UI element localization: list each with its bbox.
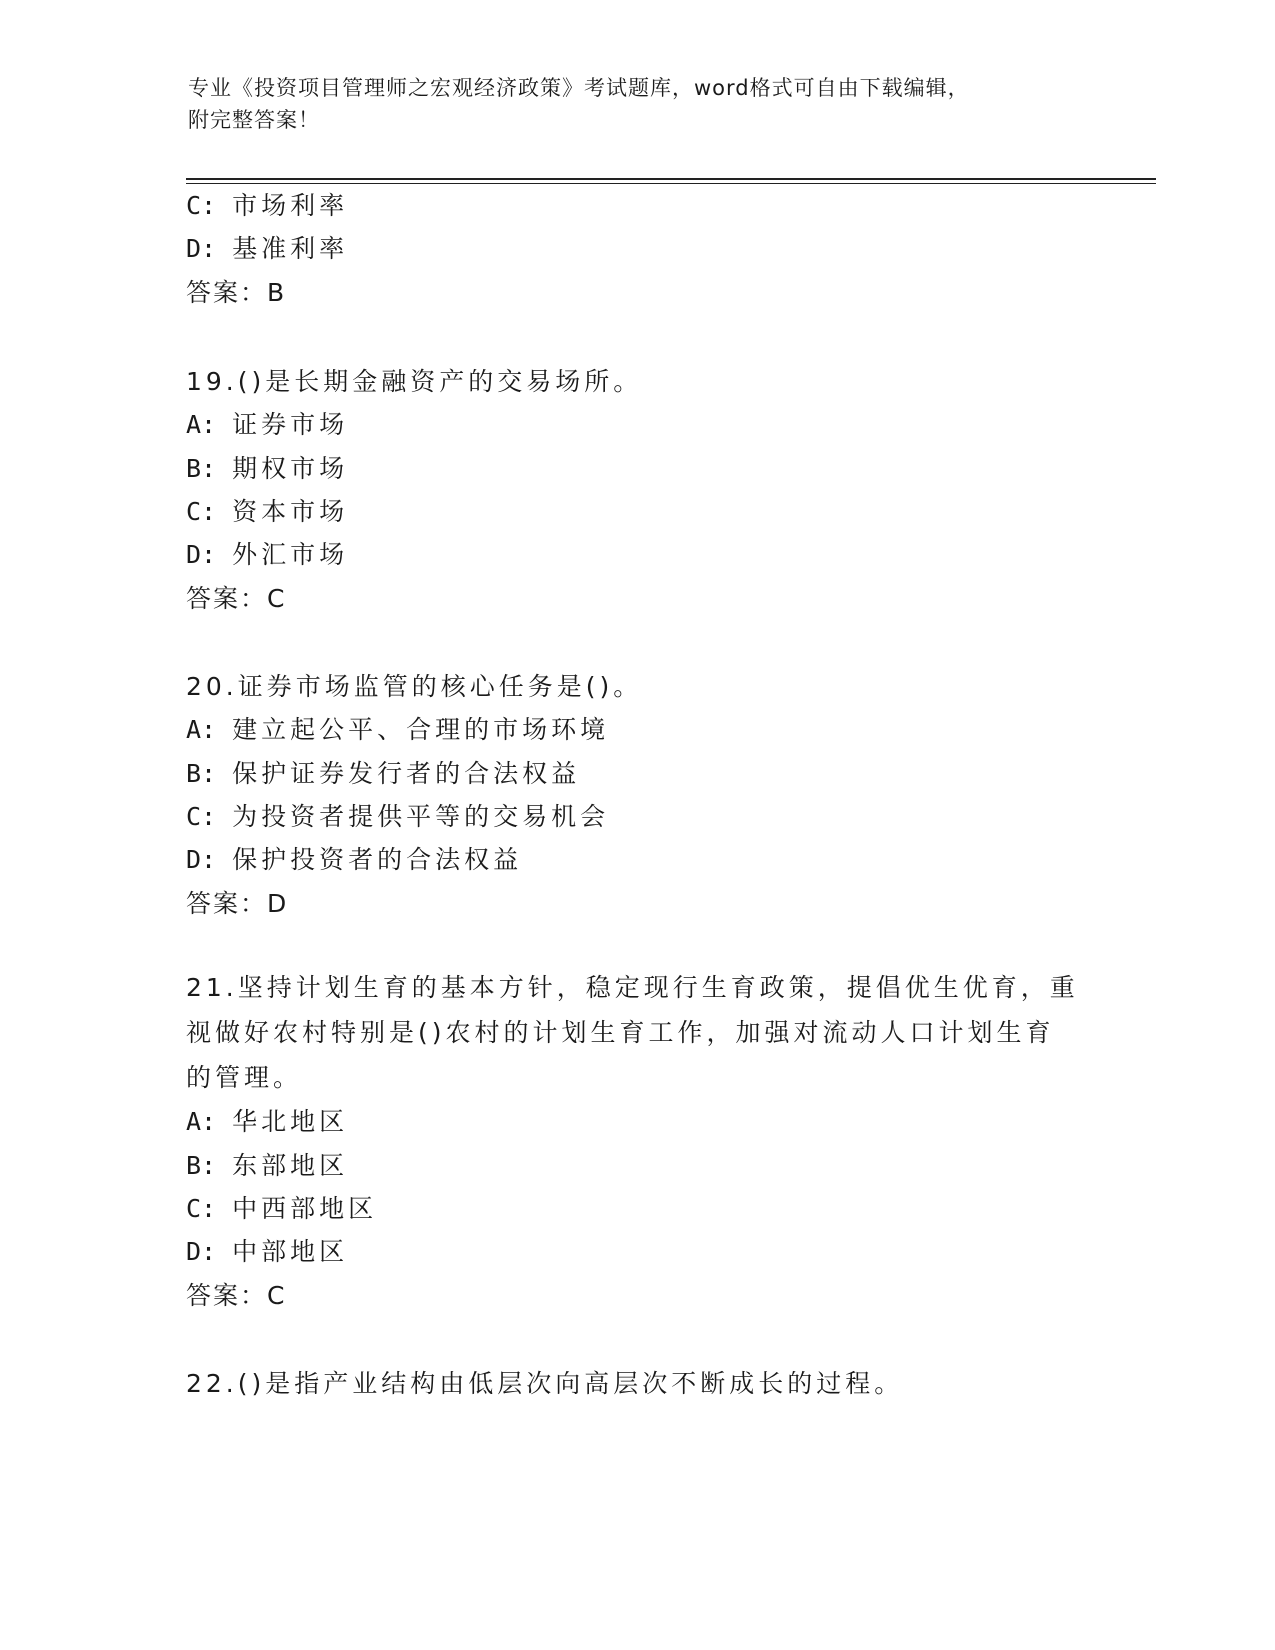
option-label: C:: [186, 497, 217, 526]
question-stem-line: 视做好农村特别是()农村的计划生育工作，加强对流动人口计划生育: [186, 1018, 1055, 1047]
option-label: C:: [186, 191, 217, 220]
option-d: [186, 840, 522, 876]
option-a: [186, 710, 609, 746]
option-text: 外汇市场: [232, 540, 349, 569]
option-text: 资本市场: [232, 497, 349, 526]
question-stem: 19.()是长期金融资产的交易场所。: [186, 367, 643, 396]
option-label: A:: [186, 410, 217, 439]
header-line-1: 专业《投资项目管理师之宏观经济政策》考试题库，word格式可自由下载编辑，: [188, 76, 970, 100]
option-text: 为投资者提供平等的交易机会: [232, 802, 610, 831]
option-c: [186, 186, 348, 222]
option-c: [186, 492, 348, 528]
option-label: B:: [186, 759, 217, 788]
question-stem: 20.证券市场监管的核心任务是()。: [186, 672, 643, 701]
answer-line: 答案：C: [186, 584, 287, 613]
option-text: 中部地区: [232, 1237, 349, 1266]
question-stem: [186, 965, 1086, 1100]
question-stem: 22.()是指产业结构由低层次向高层次不断成长的过程。: [186, 1369, 904, 1398]
option-text: 中西部地区: [232, 1194, 378, 1223]
header-divider-thin: [186, 183, 1156, 184]
option-text: 保护投资者的合法权益: [232, 845, 523, 874]
option-c: [186, 1189, 377, 1225]
answer-line: 答案：B: [186, 278, 287, 307]
question-stem-line: 的管理。: [186, 1063, 303, 1092]
option-label: D:: [186, 1237, 217, 1266]
option-a: [186, 1102, 348, 1138]
option-b: [186, 449, 348, 485]
option-b: [186, 1146, 348, 1182]
option-label: C:: [186, 1194, 217, 1223]
option-label: A:: [186, 715, 217, 744]
answer-line: 答案：D: [186, 889, 289, 918]
answer-line: 答案：C: [186, 1281, 287, 1310]
option-d: [186, 1232, 348, 1268]
option-d: [186, 229, 348, 265]
option-d: [186, 535, 348, 571]
option-label: D:: [186, 845, 217, 874]
option-c: [186, 797, 609, 833]
option-text: 市场利率: [232, 191, 349, 220]
option-text: 建立起公平、合理的市场环境: [232, 715, 610, 744]
option-text: 东部地区: [232, 1151, 349, 1180]
option-b: [186, 754, 580, 790]
option-label: B:: [186, 454, 217, 483]
option-label: C:: [186, 802, 217, 831]
option-text: 保护证券发行者的合法权益: [232, 759, 581, 788]
option-label: A:: [186, 1107, 217, 1136]
document-header: [188, 72, 1088, 136]
option-text: 期权市场: [232, 454, 349, 483]
header-divider-thick: [186, 178, 1156, 180]
header-line-2: 附完整答案！: [188, 108, 320, 132]
option-text: 证券市场: [232, 410, 349, 439]
option-text: 华北地区: [232, 1107, 349, 1136]
option-label: D:: [186, 540, 217, 569]
option-label: B:: [186, 1151, 217, 1180]
option-label: D:: [186, 234, 217, 263]
option-a: [186, 405, 348, 441]
option-text: 基准利率: [232, 234, 349, 263]
question-stem-line: 21.坚持计划生育的基本方针，稳定现行生育政策，提倡优生优育，重: [186, 973, 1079, 1002]
